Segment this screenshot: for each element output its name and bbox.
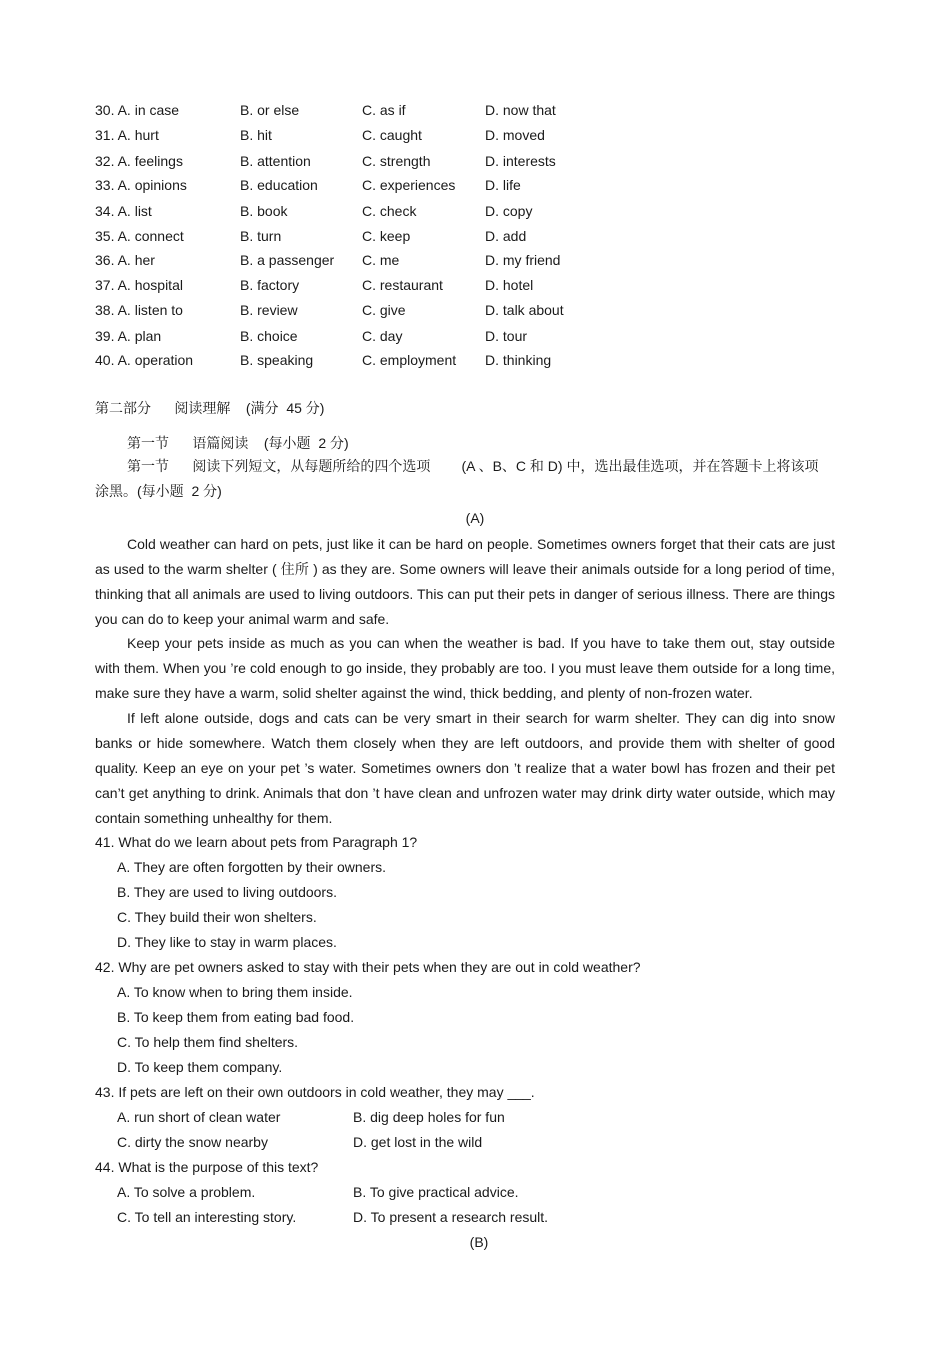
part-title: 第二部分 阅读理解 (满分 45 分) <box>95 400 325 416</box>
answer-option: B. They are used to living outdoors. <box>117 884 337 900</box>
choice-c: C. employment <box>362 352 457 368</box>
choice-b: B. education <box>240 177 318 193</box>
paragraph <box>95 532 835 632</box>
choice-c: C. give <box>362 302 406 318</box>
choice-c: C. strength <box>362 153 431 169</box>
answer-option: A. They are often forgotten by their owners. <box>117 859 387 875</box>
question-number <box>95 201 152 221</box>
choice-d: D. copy <box>485 203 533 219</box>
question-number <box>95 275 183 295</box>
choice-b: B. speaking <box>240 352 314 368</box>
paragraph <box>95 706 835 831</box>
choice-a: A. list <box>117 203 152 219</box>
choice-a: A. feelings <box>117 153 183 169</box>
section-title: 第一节 语篇阅读 (每小题 2 分) <box>127 435 349 451</box>
passage-label: (B) <box>469 1234 489 1250</box>
question-number <box>95 350 193 370</box>
paragraph-text: Keep your pets inside as much as you can when the weather is bad. If you have to take them out, stay outside with them. When you ’re cold enough to go inside, they probably are too. I you must leave them outside for a long time, make sure they have a warm, solid shelter against the wind, thick bedding, and plenty of non-frozen water. <box>95 635 835 701</box>
num: 38. <box>95 302 115 318</box>
num: 37. <box>95 277 115 293</box>
num: 34. <box>95 203 115 219</box>
choice-b: B. choice <box>240 328 298 344</box>
passage-label: (A) <box>465 510 485 526</box>
choice-d: D. add <box>485 228 527 244</box>
question-number <box>95 175 187 195</box>
choice-d: D. thinking <box>485 352 552 368</box>
answer-option: C. dirty the snow nearby <box>117 1134 268 1150</box>
choice-b: B. a passenger <box>240 252 335 268</box>
choice-b: B. review <box>240 302 298 318</box>
num: 30. <box>95 102 115 118</box>
question-number <box>95 250 155 270</box>
num: 35. <box>95 228 115 244</box>
paragraph <box>95 631 835 706</box>
num: 32. <box>95 153 115 169</box>
choice-d: D. life <box>485 177 521 193</box>
choice-a: A. operation <box>117 352 194 368</box>
choice-b: B. or else <box>240 102 300 118</box>
answer-option: A. To solve a problem. <box>117 1184 256 1200</box>
choice-a: A. connect <box>117 228 184 244</box>
choice-c: C. experiences <box>362 177 456 193</box>
answer-option: B. dig deep holes for fun <box>353 1109 505 1125</box>
choice-b: B. hit <box>240 127 272 143</box>
choice-a: A. in case <box>117 102 180 118</box>
num: 31. <box>95 127 115 143</box>
choice-c: C. me <box>362 252 400 268</box>
choice-c: C. check <box>362 203 417 219</box>
question-number <box>95 226 184 246</box>
answer-option: D. To keep them company. <box>117 1059 283 1075</box>
choice-a: A. hospital <box>117 277 183 293</box>
choice-d: D. talk about <box>485 302 564 318</box>
choice-c: C. as if <box>362 102 406 118</box>
choice-a: A. hurt <box>117 127 159 143</box>
question-number <box>95 326 161 346</box>
question-number <box>95 100 179 120</box>
answer-option: D. They like to stay in warm places. <box>117 934 337 950</box>
question-number <box>95 300 183 320</box>
choice-d: D. moved <box>485 127 545 143</box>
paragraph-text: If left alone outside, dogs and cats can be very smart in their search for warm shelter. They can dig into snow banks or hide somewhere. Watch them closely when they are left outdoors, and provide them with shelter of good quality. Keep an eye on your pet ’s water. Sometimes owners don ’t realize that a water bowl has frozen and their pet can’t get anything to drink. Animals that don ’t have clean and unfrozen water may drink dirty water outside, which may contain something unhealthy for them. <box>95 710 835 826</box>
answer-option: C. To tell an interesting story. <box>117 1209 297 1225</box>
choice-c: C. keep <box>362 228 411 244</box>
question-number <box>95 151 183 171</box>
paragraph-text: Cold weather can hard on pets, just like it can be hard on people. Sometimes owners forget that their cats are just as used to the warm shelter ( 住所 ) as they are. Some owners will leave their animals outside for a long period of time, thinking that all animals are used to living outdoors. This can put their pets in danger of serious illness. There are things you can do to keep your animal warm and safe. <box>95 536 835 627</box>
choice-d: D. interests <box>485 153 556 169</box>
answer-option: C. They build their won shelters. <box>117 909 317 925</box>
answer-option: B. To give practical advice. <box>353 1184 519 1200</box>
question-stem: 42. Why are pet owners asked to stay with their pets when they are out in cold weather? <box>95 959 641 975</box>
choice-d: D. now that <box>485 102 556 118</box>
question-stem: 43. If pets are left on their own outdoors in cold weather, they may ___. <box>95 1084 535 1100</box>
num: 39. <box>95 328 115 344</box>
answer-option: C. To help them find shelters. <box>117 1034 299 1050</box>
choice-a: A. plan <box>117 328 162 344</box>
choice-a: A. her <box>117 252 155 268</box>
choice-d: D. hotel <box>485 277 534 293</box>
choice-b: B. turn <box>240 228 282 244</box>
choice-c: C. restaurant <box>362 277 443 293</box>
instruction-line: 第一节 阅读下列短文，从每题所给的四个选项 (A 、B、C 和 D) 中，选出最佳选项，并在答题卡上将该项 <box>127 458 819 474</box>
choice-b: B. attention <box>240 153 311 169</box>
choice-b: B. book <box>240 203 288 219</box>
choice-a: A. listen to <box>117 302 183 318</box>
choice-b: B. factory <box>240 277 300 293</box>
question-number <box>95 125 159 145</box>
question-stem: 41. What do we learn about pets from Paragraph 1? <box>95 834 418 850</box>
choice-c: C. caught <box>362 127 422 143</box>
instruction-line: 涂黑。(每小题 2 分) <box>95 483 222 499</box>
num: 40. <box>95 352 115 368</box>
question-stem: 44. What is the purpose of this text? <box>95 1159 319 1175</box>
answer-option: D. get lost in the wild <box>353 1134 483 1150</box>
num: 33. <box>95 177 115 193</box>
answer-option: A. To know when to bring them inside. <box>117 984 353 1000</box>
choice-c: C. day <box>362 328 403 344</box>
choice-d: D. my friend <box>485 252 561 268</box>
answer-option: A. run short of clean water <box>117 1109 281 1125</box>
choice-a: A. opinions <box>117 177 187 193</box>
answer-option: B. To keep them from eating bad food. <box>117 1009 355 1025</box>
choice-d: D. tour <box>485 328 528 344</box>
answer-option: D. To present a research result. <box>353 1209 549 1225</box>
num: 36. <box>95 252 115 268</box>
